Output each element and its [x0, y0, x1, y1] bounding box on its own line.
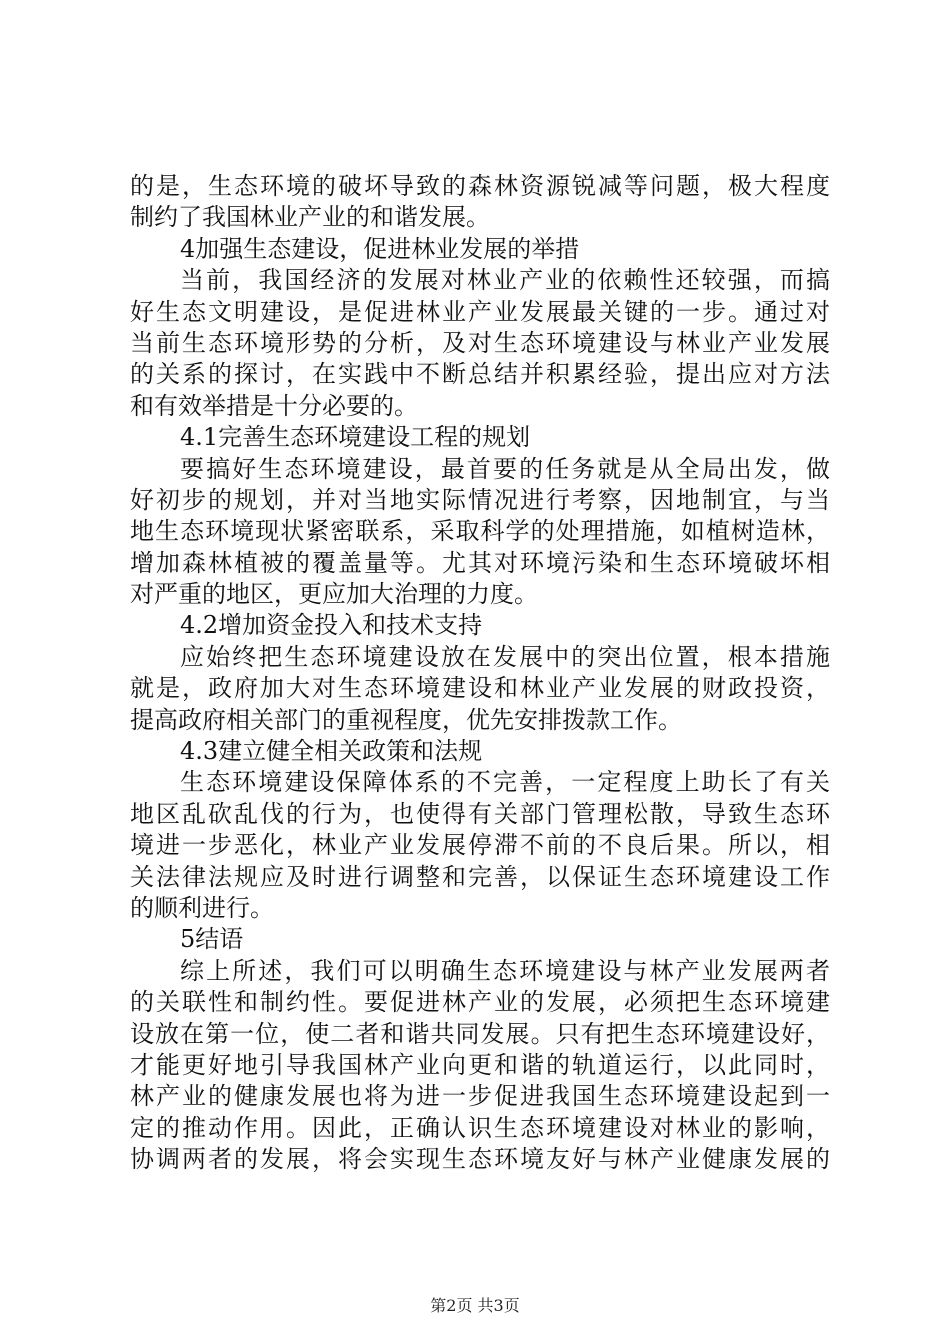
text-line: 关法律法规应及时进行调整和完善，以保证生态环境建设工作 [130, 862, 830, 891]
text-line: 林产业的健康发展也将为进一步促进我国生态环境建设起到一 [130, 1082, 830, 1111]
text-line: 设放在第一位，使二者和谐共同发展。只有把生态环境建设好， [130, 1019, 830, 1048]
text-line: 就是，政府加大对生态环境建设和林业产业发展的财政投资， [130, 674, 830, 703]
text-line: 定的推动作用。因此，正确认识生态环境建设对林业的影响， [130, 1113, 830, 1142]
text-line: 增加森林植被的覆盖量等。尤其对环境污染和生态环境破坏相 [130, 548, 830, 577]
text-line: 的关系的探讨，在实践中不断总结并积累经验，提出应对方法 [130, 360, 830, 389]
page-number-label: 第2页 共3页 [430, 1296, 520, 1315]
section-heading: 4加强生态建设，促进林业发展的举措 [180, 234, 580, 263]
text-line: 综上所述，我们可以明确生态环境建设与林产业发展两者 [180, 956, 830, 985]
text-line: 要搞好生态环境建设，最首要的任务就是从全局出发，做 [180, 454, 830, 483]
text-line: 好初步的规划，并对当地实际情况进行考察，因地制宜，与当 [130, 485, 830, 514]
text-line: 地区乱砍乱伐的行为，也使得有关部门管理松散，导致生态环 [130, 799, 830, 828]
text-line: 当前，我国经济的发展对林业产业的依赖性还较强，而搞 [180, 266, 830, 295]
text-line: 对严重的地区，更应加大治理的力度。 [130, 580, 538, 609]
text-line: 制约了我国林业产业的和谐发展。 [130, 203, 490, 232]
text-line: 好生态文明建设，是促进林业产业发展最关键的一步。通过对 [130, 297, 830, 326]
text-line: 生态环境建设保障体系的不完善，一定程度上助长了有关 [180, 768, 830, 797]
text-line: 境进一步恶化，林业产业发展停滞不前的不良后果。所以，相 [130, 831, 830, 860]
text-line: 的是，生态环境的破坏导致的森林资源锐减等问题，极大程度 [130, 172, 830, 200]
text-line: 的顺利进行。 [130, 893, 274, 922]
text-line: 和有效举措是十分必要的。 [130, 391, 418, 420]
section-heading: 5结语 [180, 925, 244, 954]
text-line: 地生态环境现状紧密联系，采取科学的处理措施，如植树造林， [130, 517, 830, 546]
document-body [130, 171, 830, 1176]
text-line: 提高政府相关部门的重视程度，优先安排拨款工作。 [130, 705, 682, 734]
section-heading: 4.2增加资金投入和技术支持 [180, 611, 483, 640]
section-heading: 4.1完善生态环境建设工程的规划 [180, 423, 531, 452]
text-line: 才能更好地引导我国林产业向更和谐的轨道运行，以此同时， [130, 1050, 830, 1079]
text-line: 当前生态环境形势的分析，及对生态环境建设与林业产业发展 [130, 328, 830, 357]
page-footer [0, 1296, 950, 1316]
section-heading: 4.3建立健全相关政策和法规 [180, 737, 483, 766]
text-line: 的关联性和制约性。要促进林产业的发展，必须把生态环境建 [130, 988, 830, 1017]
text-line: 应始终把生态环境建设放在发展中的突出位置，根本措施 [180, 642, 830, 671]
text-line: 协调两者的发展，将会实现生态环境友好与林产业健康发展的 [130, 1145, 830, 1174]
